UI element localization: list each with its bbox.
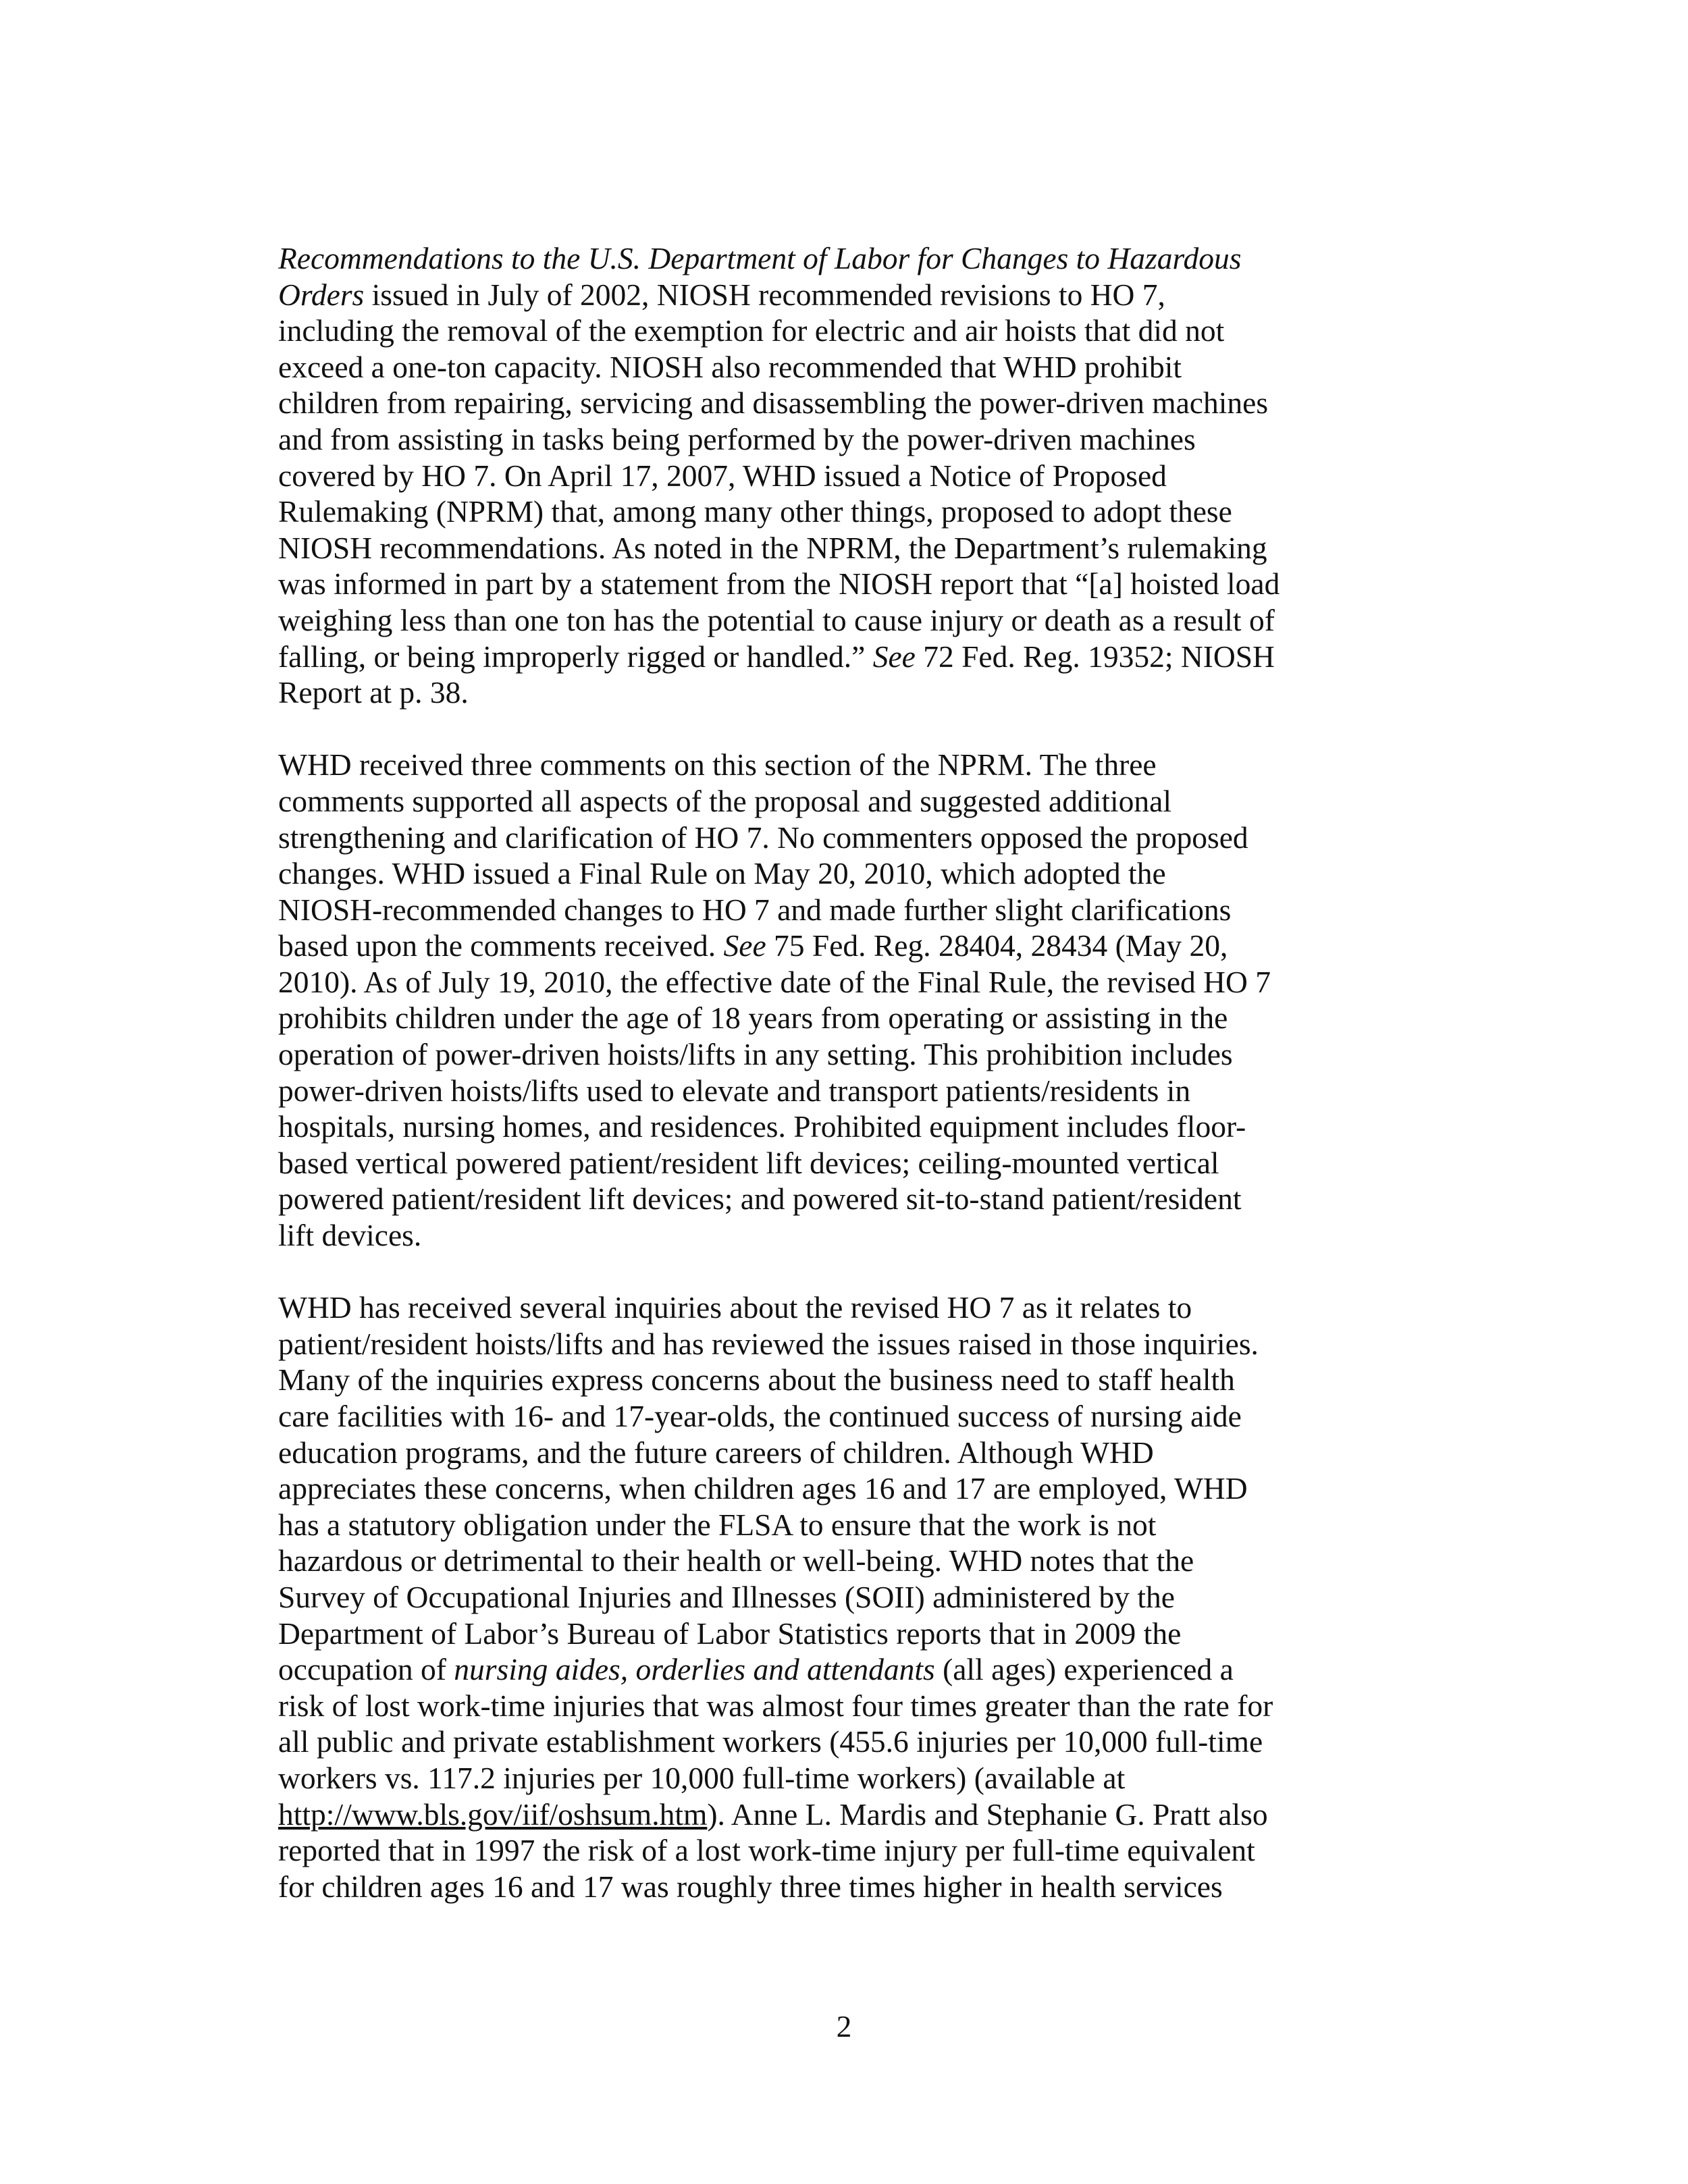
- italic-title: Recommendations to the U.S. Department of Labor for Changes to Hazardous: [278, 241, 1242, 275]
- text-line: hazardous or detrimental to their health or well-being. WHD notes that the: [278, 1543, 1194, 1578]
- text-line: and from assisting in tasks being performed by the power-driven machines: [278, 421, 1196, 456]
- text-line: patient/resident hoists/lifts and has reviewed the issues raised in those inquiries.: [278, 1326, 1259, 1361]
- text-line: Many of the inquiries express concerns about the business need to staff health: [278, 1362, 1235, 1397]
- text-line: Rulemaking (NPRM) that, among many other things, proposed to adopt these: [278, 494, 1232, 529]
- page-number: 2: [836, 2009, 852, 2044]
- paragraph-1: [278, 240, 1345, 711]
- bls-link[interactable]: http://www.bls.gov/iif/oshsum.htm: [278, 1796, 708, 1832]
- text-line: for children ages 16 and 17 was roughly three times higher in health services: [278, 1869, 1223, 1904]
- text-line: Report at p. 38.: [278, 675, 469, 710]
- text-line: hospitals, nursing homes, and residences. Prohibited equipment includes floor-: [278, 1109, 1246, 1144]
- text-line: Department of Labor’s Bureau of Labor Statistics reports that in 2009 the: [278, 1616, 1182, 1651]
- text-line: [278, 240, 1345, 277]
- text-line: operation of power-driven hoists/lifts in any setting. This prohibition includes: [278, 1037, 1233, 1072]
- text-line: strengthening and clarification of HO 7. No commenters opposed the proposed: [278, 820, 1248, 855]
- text-line: covered by HO 7. On April 17, 2007, WHD issued a Notice of Proposed: [278, 458, 1167, 493]
- text-line: occupation of nursing aides, orderlies and attendants (all ages) experienced a: [278, 1652, 1234, 1687]
- text-line: appreciates these concerns, when children ages 16 and 17 are employed, WHD: [278, 1471, 1248, 1506]
- italic-occupation: nursing aides, orderlies and attendants: [454, 1652, 935, 1687]
- text-line: workers vs. 117.2 injuries per 10,000 full-time workers) (available at: [278, 1760, 1126, 1795]
- text-line: reported that in 1997 the risk of a lost work-time injury per full-time equivalent: [278, 1833, 1255, 1868]
- text-line: lift devices.: [278, 1218, 422, 1253]
- text-line: Survey of Occupational Injuries and Illnesses (SOII) administered by the: [278, 1579, 1175, 1614]
- text-line: WHD has received several inquiries about the revised HO 7 as it relates to: [278, 1290, 1192, 1325]
- text-line: prohibits children under the age of 18 years from operating or assisting in the: [278, 1001, 1228, 1036]
- text-line: care facilities with 16- and 17-year-olds, the continued success of nursing aide: [278, 1399, 1242, 1433]
- text-line: 2010). As of July 19, 2010, the effective date of the Final Rule, the revised HO 7: [278, 964, 1271, 999]
- text-line: WHD received three comments on this section of the NPRM. The three: [278, 747, 1157, 782]
- body-text: [278, 240, 1345, 1941]
- text-line: based upon the comments received. See 75 Fed. Reg. 28404, 28434 (May 20,: [278, 928, 1228, 963]
- text-line: powered patient/resident lift devices; and powered sit-to-stand patient/resident: [278, 1181, 1242, 1217]
- text-line: NIOSH-recommended changes to HO 7 and made further slight clarifications: [278, 892, 1232, 927]
- italic-title: Orders: [278, 277, 365, 312]
- text-line: weighing less than one ton has the potential to cause injury or death as a result of: [278, 602, 1275, 637]
- text-line: education programs, and the future careers of children. Although WHD: [278, 1435, 1154, 1470]
- text-line: Orders issued in July of 2002, NIOSH recommended revisions to HO 7,: [278, 277, 1165, 312]
- text-line: exceed a one-ton capacity. NIOSH also recommended that WHD prohibit: [278, 349, 1182, 384]
- text-line: has a statutory obligation under the FLSA to ensure that the work is not: [278, 1507, 1157, 1542]
- text-line: http://www.bls.gov/iif/oshsum.htm). Anne L. Mardis and Stephanie G. Pratt also: [278, 1796, 1268, 1832]
- text-line: NIOSH recommendations. As noted in the NPRM, the Department’s rulemaking: [278, 530, 1267, 565]
- text-line: falling, or being improperly rigged or handled.” See 72 Fed. Reg. 19352; NIOSH: [278, 639, 1275, 674]
- text-line: was informed in part by a statement from the NIOSH report that “[a] hoisted load: [278, 566, 1280, 602]
- text-line: comments supported all aspects of the proposal and suggested additional: [278, 783, 1171, 818]
- text-line: all public and private establishment workers (455.6 injuries per 10,000 full-time: [278, 1724, 1263, 1759]
- text-line: including the removal of the exemption for electric and air hoists that did not: [278, 313, 1225, 348]
- text-line: power-driven hoists/lifts used to elevate and transport patients/residents in: [278, 1073, 1191, 1108]
- italic-signal: See: [723, 928, 766, 963]
- text-line: children from repairing, servicing and disassembling the power-driven machines: [278, 385, 1269, 421]
- text-line: based vertical powered patient/resident lift devices; ceiling-mounted vertical: [278, 1145, 1219, 1180]
- text-line: risk of lost work-time injuries that was almost four times greater than the rate for: [278, 1688, 1273, 1723]
- text-line: changes. WHD issued a Final Rule on May 20, 2010, which adopted the: [278, 856, 1166, 891]
- paragraph-3: [278, 1289, 1345, 1905]
- italic-signal: See: [872, 639, 916, 674]
- paragraph-2: [278, 747, 1345, 1253]
